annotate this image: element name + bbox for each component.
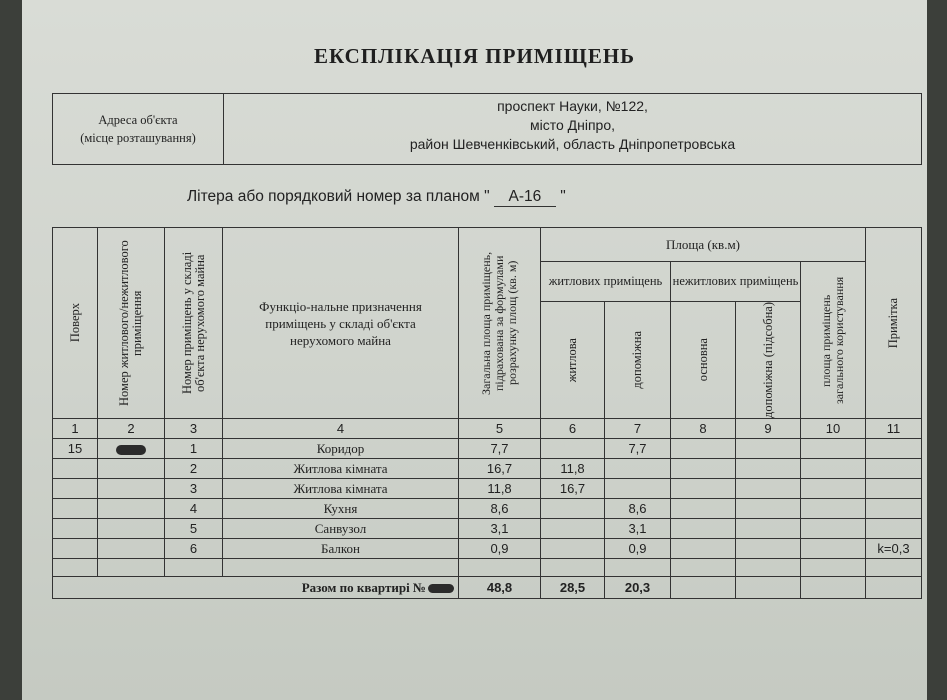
col-number: 3 (165, 419, 223, 439)
header-aux-sub: допоміжна (підсобна) (736, 302, 801, 419)
explication-table (52, 227, 922, 599)
header-main: основна (671, 302, 736, 419)
totals-label-text: Разом по квартирі № (301, 579, 426, 595)
header-total-area: Загальна площа приміщень, підрахована за формулами розрахунку площ (кв. м) (459, 228, 541, 419)
living-area-cell (541, 539, 605, 559)
empty-cell (671, 439, 736, 459)
room-number-cell: 5 (165, 519, 223, 539)
function-cell: Житлова кімната (223, 459, 459, 479)
aux-area-cell: 3,1 (605, 519, 671, 539)
header-function: Функціо-нальне призначення приміщень у складі об'єкта нерухомого майна (223, 228, 459, 419)
empty-cell (801, 539, 866, 559)
empty-cell (98, 479, 165, 499)
empty-cell (736, 559, 801, 577)
empty-cell (98, 539, 165, 559)
note-cell (866, 499, 922, 519)
table-row (53, 539, 922, 559)
empty-cell (801, 577, 866, 599)
empty-cell (801, 439, 866, 459)
aux-area-cell: 7,7 (605, 439, 671, 459)
column-number-row (53, 419, 922, 439)
empty-cell (801, 559, 866, 577)
totals-living-area: 28,5 (541, 577, 605, 599)
litera-line (187, 188, 566, 207)
note-cell (866, 439, 922, 459)
empty-cell (459, 559, 541, 577)
function-cell: Коридор (223, 439, 459, 459)
total-area-cell: 8,6 (459, 499, 541, 519)
floor-cell (53, 499, 98, 519)
empty-cell (736, 577, 801, 599)
empty-cell (801, 479, 866, 499)
empty-cell (98, 519, 165, 539)
floor-cell (53, 479, 98, 499)
col-number: 9 (736, 419, 801, 439)
function-cell: Санвузол (223, 519, 459, 539)
address-line2: місто Дніпро, (529, 117, 616, 133)
total-area-cell: 7,7 (459, 439, 541, 459)
living-area-cell: 16,7 (541, 479, 605, 499)
floor-cell: 15 (53, 439, 98, 459)
header-unit-number: Номер житлового/нежитлового приміщення (98, 228, 165, 419)
empty-cell (736, 539, 801, 559)
empty-cell (605, 559, 671, 577)
empty-cell (671, 539, 736, 559)
empty-cell (165, 559, 223, 577)
header-room-number: Номер приміщень у складі об'єкта нерухомого майна (165, 228, 223, 419)
living-area-cell (541, 499, 605, 519)
empty-cell (671, 499, 736, 519)
empty-cell (98, 559, 165, 577)
empty-cell (736, 479, 801, 499)
col-number: 6 (541, 419, 605, 439)
floor-cell (53, 539, 98, 559)
litera-label: Літера або порядковий номер за планом " (187, 188, 490, 205)
empty-cell (671, 577, 736, 599)
empty-cell (541, 559, 605, 577)
address-label-line2: (місце розташування) (80, 131, 196, 145)
empty-cell (671, 479, 736, 499)
aux-area-cell: 8,6 (605, 499, 671, 519)
empty-cell (801, 499, 866, 519)
col-number: 11 (866, 419, 922, 439)
total-area-cell: 3,1 (459, 519, 541, 539)
header-note: Примітка (866, 228, 922, 419)
header-nonresidential: нежитлових приміщень (671, 262, 801, 302)
empty-cell (98, 459, 165, 479)
blank-row (53, 559, 922, 577)
aux-area-cell (605, 479, 671, 499)
note-cell (866, 519, 922, 539)
empty-cell (736, 459, 801, 479)
header-floor: Поверх (53, 228, 98, 419)
header-common-area: площа приміщень загального користування (801, 262, 866, 419)
litera-value: А-16 (494, 188, 556, 207)
empty-cell (736, 519, 801, 539)
total-area-cell: 0,9 (459, 539, 541, 559)
col-number: 10 (801, 419, 866, 439)
living-area-cell (541, 439, 605, 459)
header-residential: житлових приміщень (541, 262, 671, 302)
aux-area-cell: 0,9 (605, 539, 671, 559)
empty-cell (671, 459, 736, 479)
empty-cell (53, 559, 98, 577)
floor-cell (53, 459, 98, 479)
header-auxiliary: допоміжна (605, 302, 671, 419)
litera-close-quote: " (560, 188, 566, 205)
redacted-unit-number (98, 439, 165, 459)
total-area-cell: 11,8 (459, 479, 541, 499)
room-number-cell: 1 (165, 439, 223, 459)
document-title: ЕКСПЛІКАЦІЯ ПРИМІЩЕНЬ (313, 44, 636, 68)
aux-area-cell (605, 459, 671, 479)
table-row (53, 479, 922, 499)
table-row (53, 519, 922, 539)
address-label (53, 94, 224, 164)
table-row (53, 459, 922, 479)
function-cell: Кухня (223, 499, 459, 519)
empty-cell (736, 499, 801, 519)
empty-cell (866, 577, 922, 599)
address-line1: проспект Науки, №122, (497, 98, 648, 114)
empty-cell (671, 519, 736, 539)
empty-cell (801, 459, 866, 479)
totals-row (53, 577, 922, 599)
room-number-cell: 6 (165, 539, 223, 559)
function-cell: Балкон (223, 539, 459, 559)
empty-cell (866, 559, 922, 577)
room-number-cell: 3 (165, 479, 223, 499)
col-number: 5 (459, 419, 541, 439)
address-label-line1: Адреса об'єкта (98, 113, 178, 127)
table-row (53, 499, 922, 519)
table-row (53, 439, 922, 459)
empty-cell (736, 439, 801, 459)
floor-cell (53, 519, 98, 539)
empty-cell (98, 499, 165, 519)
note-cell (866, 479, 922, 499)
living-area-cell: 11,8 (541, 459, 605, 479)
redaction-mark (428, 584, 454, 593)
address-line3: район Шевченківський, область Дніпропетровська (409, 136, 736, 152)
note-cell: k=0,3 (866, 539, 922, 559)
empty-cell (801, 519, 866, 539)
document-page (22, 0, 927, 700)
address-value (224, 94, 921, 164)
note-cell (866, 459, 922, 479)
col-number: 8 (671, 419, 736, 439)
living-area-cell (541, 519, 605, 539)
total-area-cell: 16,7 (459, 459, 541, 479)
function-cell: Житлова кімната (223, 479, 459, 499)
totals-total-area: 48,8 (459, 577, 541, 599)
col-number: 4 (223, 419, 459, 439)
room-number-cell: 4 (165, 499, 223, 519)
col-number: 1 (53, 419, 98, 439)
room-number-cell: 2 (165, 459, 223, 479)
address-box (52, 93, 922, 165)
col-number: 7 (605, 419, 671, 439)
header-area-group: Площа (кв.м) (541, 228, 866, 262)
totals-aux-area: 20,3 (605, 577, 671, 599)
empty-cell (223, 559, 459, 577)
empty-cell (671, 559, 736, 577)
totals-label (53, 577, 459, 599)
col-number: 2 (98, 419, 165, 439)
redaction-mark (116, 445, 146, 455)
header-living: житлова (541, 302, 605, 419)
